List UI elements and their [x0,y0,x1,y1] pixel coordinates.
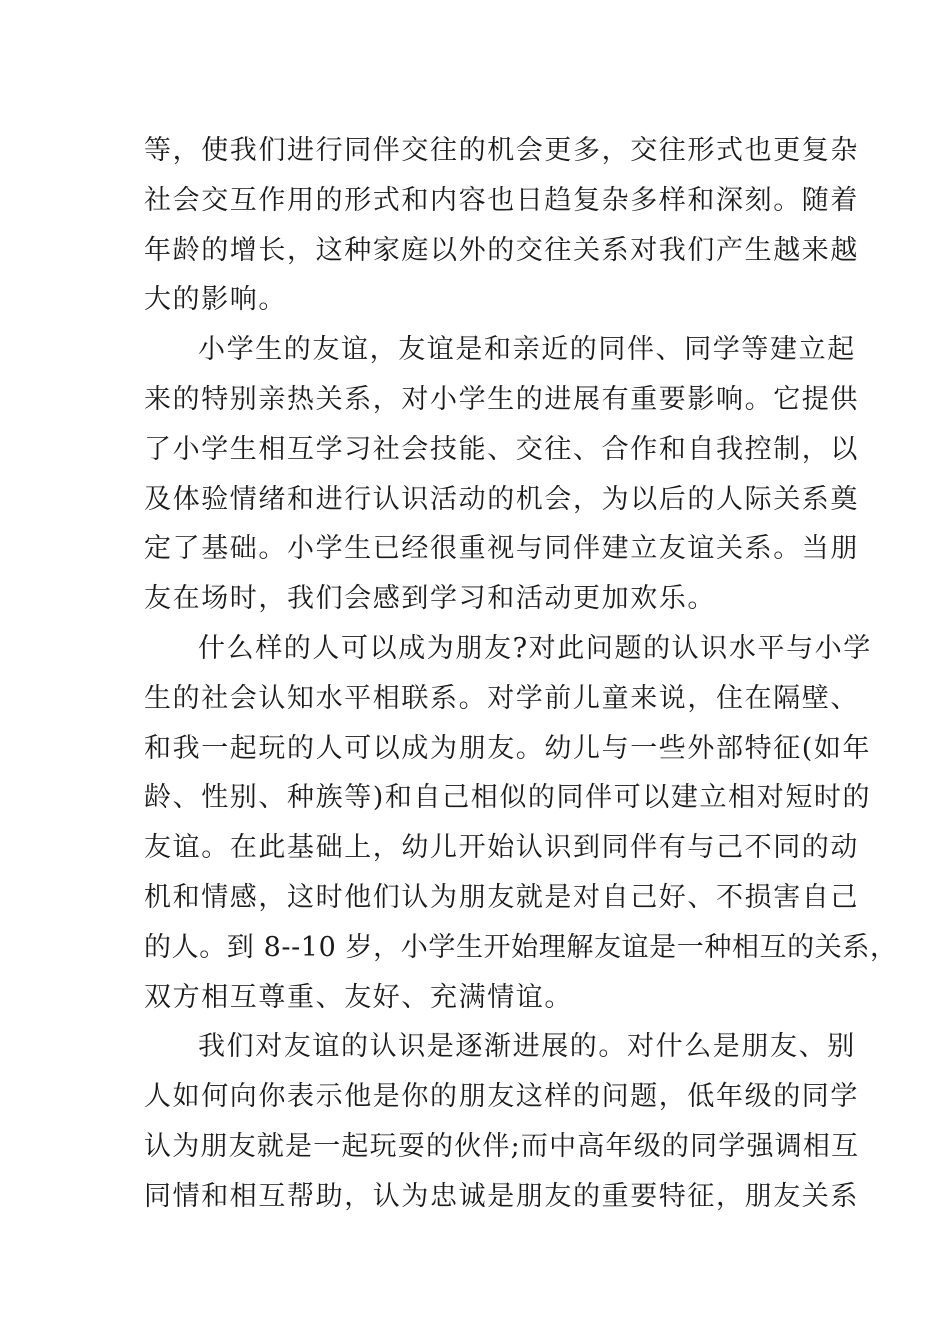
text-line: 友在场时，我们会感到学习和活动更加欢乐。 [144,583,716,615]
text-line: 和我一起玩的人可以成为朋友。幼儿与一些外部特征(如年 [144,732,872,764]
paragraph-first-line: 什么样的人可以成为朋友?对此问题的认识水平与小学 [198,632,872,664]
text-line: 社会交互作用的形式和内容也日趋复杂多样和深刻。随着 [144,184,859,216]
text-line: 同情和相互帮助，认为忠诚是朋友的重要特征，朋友关系 [144,1180,859,1212]
text-line: 等，使我们进行同伴交往的机会更多，交往形式也更复杂 [144,135,859,166]
text-line: 及体验情绪和进行认识活动的机会，为以后的人际关系奠 [144,483,859,515]
text-line: 机和情感，这时他们认为朋友就是对自己好、不损害自己 [144,881,859,913]
text-line: 了小学生相互学习社会技能、交往、合作和自我控制，以 [144,433,859,465]
text-line: 年龄的增长，这种家庭以外的交往关系对我们产生越来越 [144,234,859,266]
text-line: 的人。到 8--10 岁，小学生开始理解友谊是一种相互的关系， [144,931,898,963]
text-line: 生的社会认知水平相联系。对学前儿童来说，住在隔壁、 [144,682,859,714]
text-line: 大的影响。 [144,284,287,316]
text-line: 认为朋友就是一起玩耍的伙伴;而中高年级的同学强调相互 [144,1130,860,1162]
document-body [144,126,898,1222]
text-line: 友谊。在此基础上，幼儿开始认识到同伴有与己不同的动 [144,832,859,864]
paragraph-first-line: 小学生的友谊，友谊是和亲近的同伴、同学等建立起 [198,334,856,366]
text-line: 人如何向你表示他是你的朋友这样的问题，低年级的同学 [144,1081,859,1113]
paragraph-first-line: 我们对友谊的认识是逐渐进展的。对什么是朋友、别 [198,1031,856,1063]
text-line: 龄、性别、种族等)和自己相似的同伴可以建立相对短时的 [144,782,872,814]
text-line: 定了基础。小学生已经很重视与同伴建立友谊关系。当朋 [144,533,859,565]
text-line: 来的特别亲热关系，对小学生的进展有重要影响。它提供 [144,383,859,415]
text-line: 双方相互尊重、友好、充满情谊。 [144,981,573,1013]
